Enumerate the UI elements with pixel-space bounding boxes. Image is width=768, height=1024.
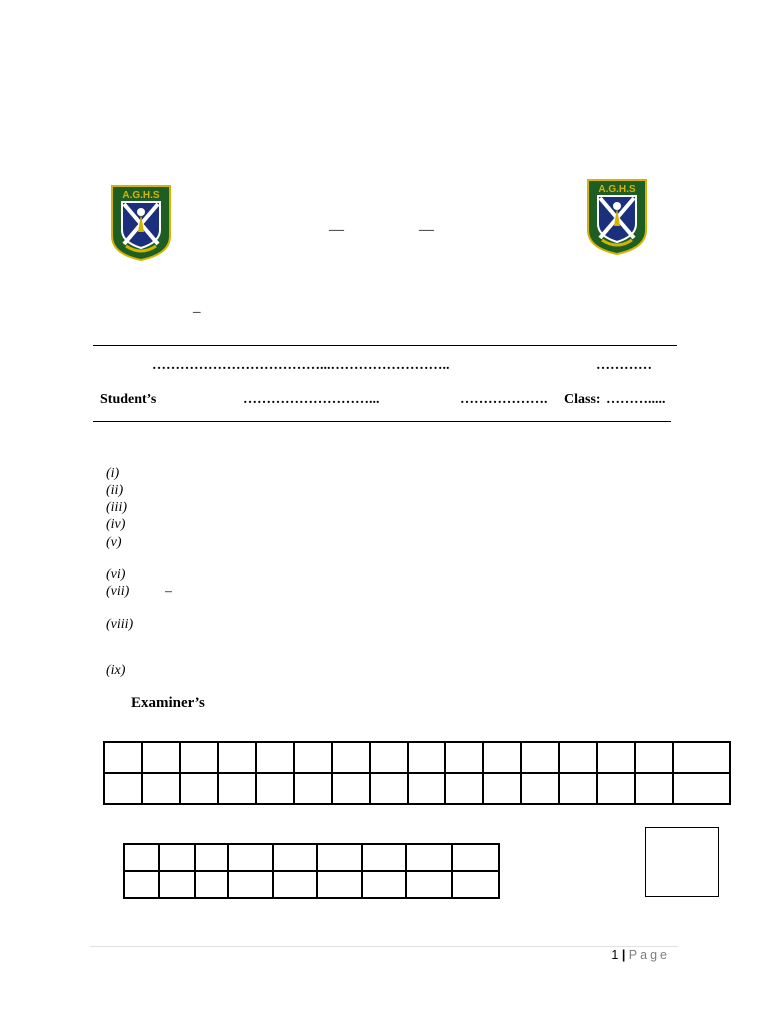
score-cell[interactable] [559,773,597,804]
score-cell[interactable] [673,773,730,804]
heading-dash: — [329,222,344,238]
score-cell[interactable] [452,844,499,871]
score-cell[interactable] [218,742,256,773]
score-cell[interactable] [332,742,370,773]
instruction-dash: – [165,584,172,599]
score-cell[interactable] [159,871,194,898]
footer-divider [90,946,678,947]
score-cell[interactable] [673,742,730,773]
score-cell[interactable] [317,871,361,898]
score-cell[interactable] [124,844,159,871]
score-cell[interactable] [445,773,483,804]
score-cell[interactable] [124,871,159,898]
score-cell[interactable] [370,773,408,804]
score-cell[interactable] [104,773,142,804]
instruction-item: (iv) [106,517,126,532]
score-cell[interactable] [521,742,559,773]
score-cell[interactable] [180,742,218,773]
score-cell[interactable] [635,773,673,804]
score-cell[interactable] [597,742,635,773]
divider-top [93,345,677,346]
score-cell[interactable] [218,773,256,804]
score-cell[interactable] [142,773,180,804]
score-cell[interactable] [273,871,317,898]
score-cell[interactable] [483,773,521,804]
class-dots: ………..... [606,392,666,407]
page-label: Page [628,948,670,962]
score-cell[interactable] [362,871,406,898]
school-crest-left [110,184,172,262]
score-cell[interactable] [159,844,194,871]
score-cell[interactable] [195,844,228,871]
score-table-section-b [123,843,500,899]
instruction-item: (vii) [106,584,130,599]
score-cell[interactable] [104,742,142,773]
score-cell[interactable] [362,844,406,871]
instruction-item: (i) [106,466,120,481]
score-cell[interactable] [559,742,597,773]
score-cell[interactable] [195,871,228,898]
score-cell[interactable] [406,871,452,898]
footer-separator: | [621,948,626,962]
instruction-item: (iii) [106,500,127,515]
score-cell[interactable] [406,844,452,871]
svg-text:A.G.H.S: A.G.H.S [598,184,636,195]
student-dots: ………………………... [243,392,380,407]
score-cell[interactable] [294,773,332,804]
page-footer [611,948,670,962]
score-cell[interactable] [273,844,317,871]
total-score-box[interactable] [645,827,719,897]
instruction-item: (vi) [106,567,126,582]
score-cell[interactable] [445,742,483,773]
examiner-label: Examiner’s [131,695,205,711]
class-label: Class: [564,392,601,407]
instruction-item: (v) [106,535,122,550]
score-cell[interactable] [256,773,294,804]
instruction-item: (ii) [106,483,124,498]
score-table-sections [103,741,731,805]
score-cell[interactable] [452,871,499,898]
svg-text:A.G.H.S: A.G.H.S [122,190,160,201]
score-cell[interactable] [256,742,294,773]
score-cell[interactable] [332,773,370,804]
score-cell[interactable] [408,773,446,804]
instruction-item: (ix) [106,663,126,678]
score-cell[interactable] [408,742,446,773]
divider-bottom [93,421,671,422]
score-cell[interactable] [483,742,521,773]
score-cell[interactable] [228,871,272,898]
stream-dots: ………………. [460,392,548,407]
score-cell[interactable] [180,773,218,804]
heading-dash: — [419,222,434,238]
score-cell[interactable] [228,844,272,871]
score-cell[interactable] [294,742,332,773]
school-crest-right [586,178,648,256]
instruction-item: (viii) [106,617,134,632]
score-cell[interactable] [597,773,635,804]
student-label: Student’s [100,392,157,407]
score-cell[interactable] [370,742,408,773]
score-cell[interactable] [142,742,180,773]
score-cell[interactable] [521,773,559,804]
index-dots: ………… [596,358,652,373]
score-cell[interactable] [317,844,361,871]
subheading-dash: – [193,304,201,320]
page-number: 1 [611,948,619,962]
score-cell[interactable] [635,742,673,773]
name-dots: ………………………………...…………………….. [152,358,450,373]
